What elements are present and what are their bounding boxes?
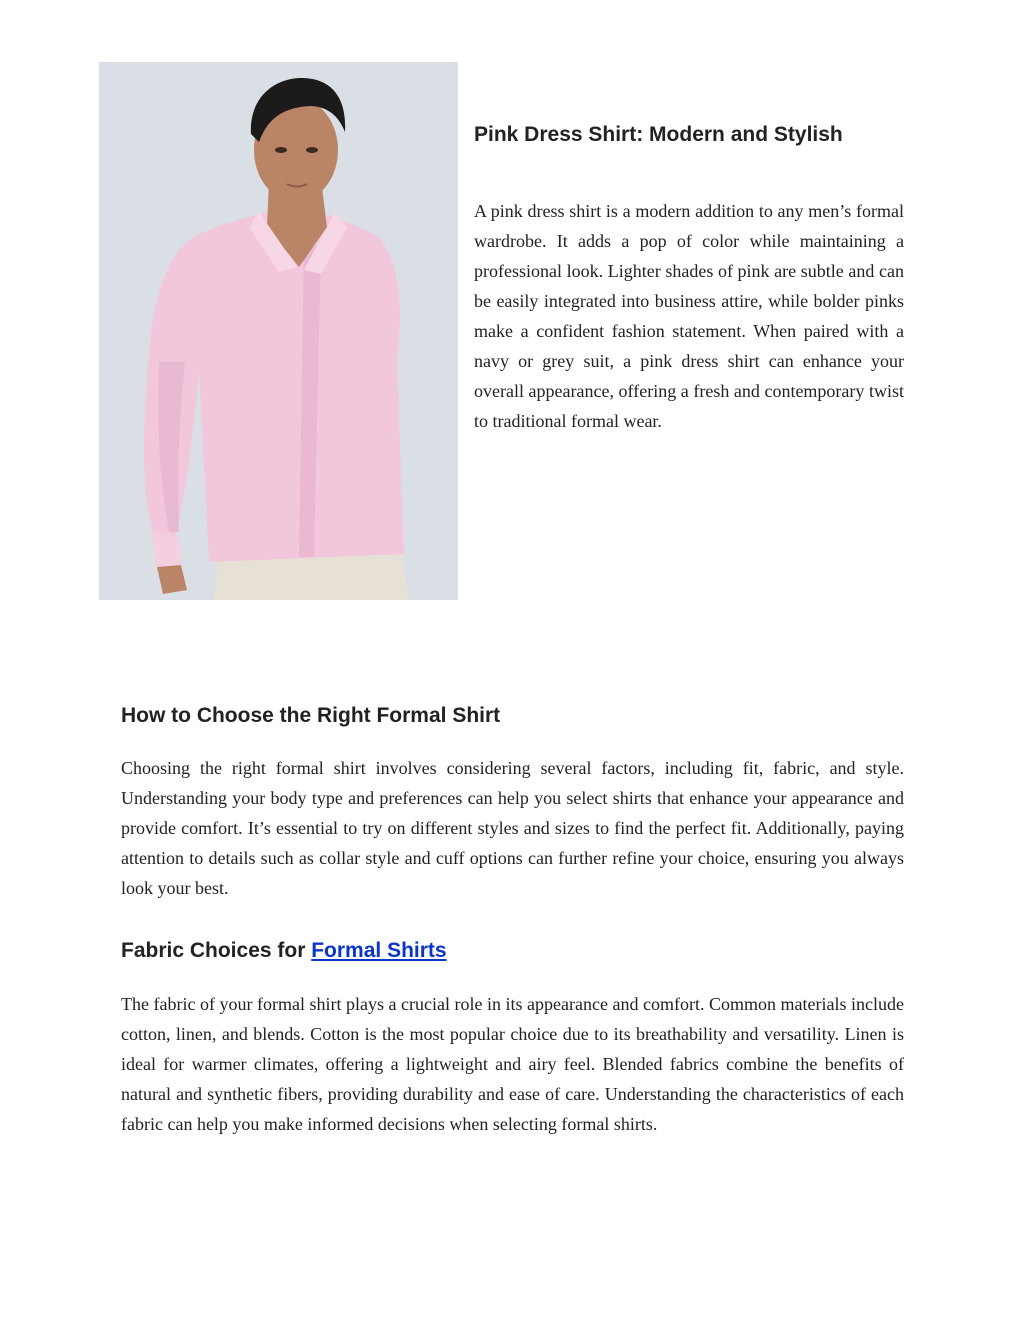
fabric-heading-prefix: Fabric Choices for <box>121 939 312 962</box>
model-photo <box>99 62 458 600</box>
pink-shirt-heading: Pink Dress Shirt: Modern and Stylish <box>474 123 843 146</box>
pink-shirt-paragraph: A pink dress shirt is a modern addition to any men’s formal wardrobe. It adds a pop of color while maintaining a professional look. Lighter shades of pink are subtle and can be easily integrated into business attire, while bolder pinks make a confident fashion statement. When paired with a navy or grey suit, a pink dress shirt can enhance your overall appearance, offering a fresh and contemporary twist to traditional formal wear. <box>474 201 904 431</box>
fabric-choices-heading <box>121 937 901 965</box>
choose-shirt-heading: How to Choose the Right Formal Shirt <box>121 704 501 727</box>
formal-shirts-link[interactable]: Formal Shirts <box>311 939 447 962</box>
choose-shirt-paragraph: Choosing the right formal shirt involves considering several factors, including fit, fabric, and style. Understanding your body type and preferences can help you select shirts that enhance your appearance and provide comfort. It’s essential to try on different styles and sizes to find the perfect fit. Additionally, paying attention to details such as collar style and cuff options can further refine your choice, ensuring you always look your best. <box>121 758 904 898</box>
fabric-choices-paragraph: The fabric of your formal shirt plays a crucial role in its appearance and comfort. Common materials include cotton, linen, and blends. Cotton is the most popular choice due to its breathability and versatility. Linen is ideal for warmer climates, offering a lightweight and airy feel. Blended fabrics combine the benefits of natural and synthetic fibers, providing durability and ease of care. Understanding the characteristics of each fabric can help you make informed decisions when selecting formal shirts. <box>121 994 904 1134</box>
model-in-pink-shirt-photo <box>99 62 458 600</box>
